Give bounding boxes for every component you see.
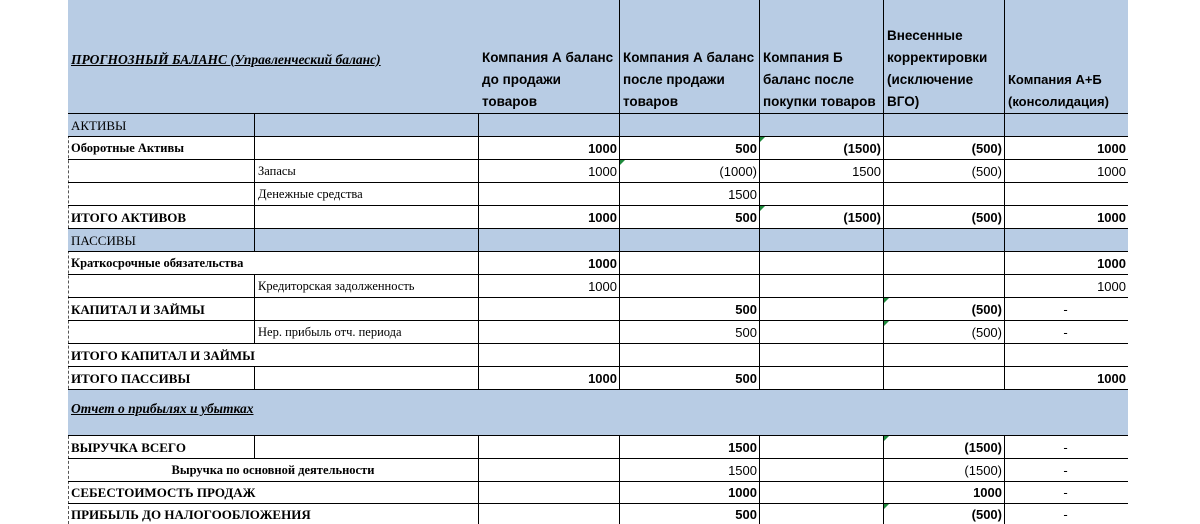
value-b[interactable]: 1500 <box>760 160 884 183</box>
cell[interactable] <box>479 298 620 321</box>
cell[interactable] <box>760 436 884 459</box>
value-adjustment[interactable]: (1500) <box>884 436 1005 459</box>
value-consolidation[interactable]: 1000 <box>1005 137 1128 160</box>
col-header-b[interactable]: Компания Б баланс после покупки товаров <box>760 0 884 114</box>
table-row <box>68 436 1128 459</box>
cell[interactable] <box>884 114 1005 137</box>
cell[interactable] <box>884 367 1005 390</box>
table-row <box>68 252 1128 275</box>
value-a-after[interactable]: 1500 <box>620 183 760 206</box>
section-label-pnl[interactable]: Отчет о прибылях и убытках <box>68 390 1128 436</box>
col-header-adjustments[interactable]: Внесенные корректировки (исключение ВГО) <box>884 0 1005 114</box>
row-label[interactable]: ИТОГО АКТИВОВ <box>68 206 255 229</box>
table-row <box>68 229 1128 252</box>
table-row <box>68 344 1128 367</box>
value-consolidation[interactable]: - <box>1005 436 1128 459</box>
value-consolidation[interactable]: 1000 <box>1005 252 1128 275</box>
cell[interactable] <box>884 275 1005 298</box>
value-a-after[interactable]: 500 <box>620 367 760 390</box>
value-a-before[interactable]: 1000 <box>479 206 620 229</box>
table-row <box>68 275 1128 298</box>
cell[interactable] <box>760 321 884 344</box>
value-a-after[interactable]: 500 <box>620 321 760 344</box>
cell[interactable] <box>479 344 620 367</box>
cell[interactable] <box>620 344 760 367</box>
value-a-after[interactable]: (1000) <box>620 160 760 183</box>
value-consolidation[interactable]: - <box>1005 459 1128 482</box>
section-label-aktivy[interactable]: АКТИВЫ <box>68 114 255 137</box>
cell[interactable] <box>884 229 1005 252</box>
value-a-before[interactable]: 1000 <box>479 137 620 160</box>
value-a-after[interactable]: 500 <box>620 298 760 321</box>
value-adjustment[interactable]: (500) <box>884 298 1005 321</box>
col-header-a-before[interactable]: Компания А баланс до продажи товаров <box>479 0 620 114</box>
value-a-before[interactable]: 1000 <box>479 160 620 183</box>
value-adjustment[interactable]: (500) <box>884 321 1005 344</box>
cell[interactable] <box>255 114 479 137</box>
cell[interactable] <box>760 252 884 275</box>
table-row <box>68 137 1128 160</box>
value-adjustment[interactable]: 1000 <box>884 482 1005 504</box>
comment-indicator <box>884 298 889 303</box>
cell[interactable] <box>760 504 884 524</box>
cell[interactable] <box>479 482 620 504</box>
value-a-after[interactable]: 500 <box>620 206 760 229</box>
row-label[interactable]: ИТОГО КАПИТАЛ И ЗАЙМЫ <box>68 344 479 367</box>
value-adjustment[interactable]: (500) <box>884 504 1005 524</box>
row-label[interactable]: Нер. прибыль отч. периода <box>255 321 479 344</box>
header-row <box>68 0 1128 114</box>
comment-indicator <box>760 137 765 142</box>
value-a-after[interactable]: 1000 <box>620 482 760 504</box>
comment-indicator <box>884 504 889 509</box>
cell[interactable] <box>479 183 620 206</box>
value-consolidation[interactable]: 1000 <box>1005 206 1128 229</box>
value-b[interactable]: (1500) <box>760 206 884 229</box>
cell[interactable] <box>620 252 760 275</box>
value-a-after[interactable]: 500 <box>620 504 760 524</box>
value-a-before[interactable]: 1000 <box>479 367 620 390</box>
cell[interactable] <box>1005 344 1128 367</box>
cell[interactable] <box>884 183 1005 206</box>
comment-indicator <box>620 160 625 165</box>
cell[interactable] <box>760 459 884 482</box>
cell[interactable] <box>884 344 1005 367</box>
section-label-passivy[interactable]: ПАССИВЫ <box>68 229 255 252</box>
cell[interactable] <box>479 114 620 137</box>
cell[interactable] <box>68 275 255 298</box>
cell[interactable] <box>255 137 479 160</box>
table-row <box>68 114 1128 137</box>
value-a-after[interactable]: 1500 <box>620 459 760 482</box>
value-a-before[interactable]: 1000 <box>479 252 620 275</box>
row-label[interactable]: Денежные средства <box>255 183 479 206</box>
cell[interactable] <box>479 229 620 252</box>
cell[interactable] <box>255 298 479 321</box>
cell[interactable] <box>1005 114 1128 137</box>
cell[interactable] <box>68 183 255 206</box>
cell[interactable] <box>479 436 620 459</box>
table-row <box>68 459 1128 482</box>
row-label[interactable]: Краткосрочные обязательства <box>68 252 479 275</box>
comment-indicator <box>760 206 765 211</box>
table-row <box>68 206 1128 229</box>
value-b[interactable]: (1500) <box>760 137 884 160</box>
value-adjustment[interactable]: (1500) <box>884 459 1005 482</box>
row-label[interactable]: Запасы <box>255 160 479 183</box>
row-label[interactable]: ИТОГО ПАССИВЫ <box>68 367 255 390</box>
cell[interactable] <box>255 436 479 459</box>
cell[interactable] <box>760 344 884 367</box>
value-consolidation[interactable]: - <box>1063 506 1068 522</box>
table-row <box>68 183 1128 206</box>
cell[interactable] <box>620 229 760 252</box>
row-label[interactable]: Оборотные Активы <box>68 137 255 160</box>
value-consolidation[interactable]: - <box>1005 298 1128 321</box>
value-adjustment[interactable]: (500) <box>884 206 1005 229</box>
value-adjustment[interactable]: (500) <box>884 137 1005 160</box>
cell[interactable] <box>760 229 884 252</box>
cell[interactable] <box>760 367 884 390</box>
value-consolidation[interactable]: 1000 <box>1005 160 1128 183</box>
value-consolidation[interactable]: - <box>1005 482 1128 504</box>
value-a-after[interactable]: 500 <box>620 137 760 160</box>
table-row <box>68 367 1128 390</box>
table-row <box>68 390 1128 436</box>
cell[interactable] <box>620 114 760 137</box>
cell[interactable] <box>255 206 479 229</box>
row-label[interactable]: СЕБЕСТОИМОСТЬ ПРОДАЖ <box>68 482 479 504</box>
comment-indicator <box>884 436 889 441</box>
value-adjustment[interactable]: (500) <box>884 160 1005 183</box>
cell[interactable] <box>1005 229 1128 252</box>
value-consolidation[interactable]: 1000 <box>1005 367 1128 390</box>
cell[interactable] <box>760 275 884 298</box>
table-row <box>68 160 1128 183</box>
cell[interactable] <box>479 459 620 482</box>
value-a-after[interactable]: 1500 <box>620 436 760 459</box>
cell[interactable] <box>255 367 479 390</box>
cell[interactable] <box>760 114 884 137</box>
table-row <box>68 482 1128 504</box>
row-label[interactable]: Выручка по основной деятельности <box>68 459 479 482</box>
value-consolidation[interactable]: 1000 <box>1005 275 1128 298</box>
cell[interactable] <box>479 504 620 524</box>
cell[interactable] <box>68 160 255 183</box>
value-consolidation[interactable]: - <box>1005 321 1128 344</box>
col-header-consolidation[interactable]: Компания А+Б (консолидация) <box>1005 0 1128 114</box>
cell[interactable] <box>479 321 620 344</box>
balance-title[interactable]: ПРОГНОЗНЫЙ БАЛАНС (Управленческий баланс) <box>68 0 479 114</box>
cell[interactable] <box>255 229 479 252</box>
comment-indicator <box>884 321 889 326</box>
cell[interactable] <box>1005 183 1128 206</box>
cell[interactable] <box>760 298 884 321</box>
table-row <box>68 298 1128 321</box>
cell[interactable] <box>68 321 255 344</box>
table-row <box>68 321 1128 344</box>
value-a-before[interactable]: 1000 <box>479 275 620 298</box>
cell[interactable] <box>760 183 884 206</box>
row-label[interactable]: Кредиторская задолженность <box>255 275 479 298</box>
cell[interactable] <box>620 275 760 298</box>
cell[interactable] <box>884 252 1005 275</box>
table-row <box>68 504 1128 524</box>
col-header-a-after[interactable]: Компания А баланс после продажи товаров <box>620 0 760 114</box>
row-label[interactable]: ПРИБЫЛЬ ДО НАЛОГООБЛОЖЕНИЯ <box>68 504 479 524</box>
row-label[interactable]: ВЫРУЧКА ВСЕГО <box>68 436 255 459</box>
row-label[interactable]: КАПИТАЛ И ЗАЙМЫ <box>68 298 255 321</box>
cell[interactable] <box>760 482 884 504</box>
